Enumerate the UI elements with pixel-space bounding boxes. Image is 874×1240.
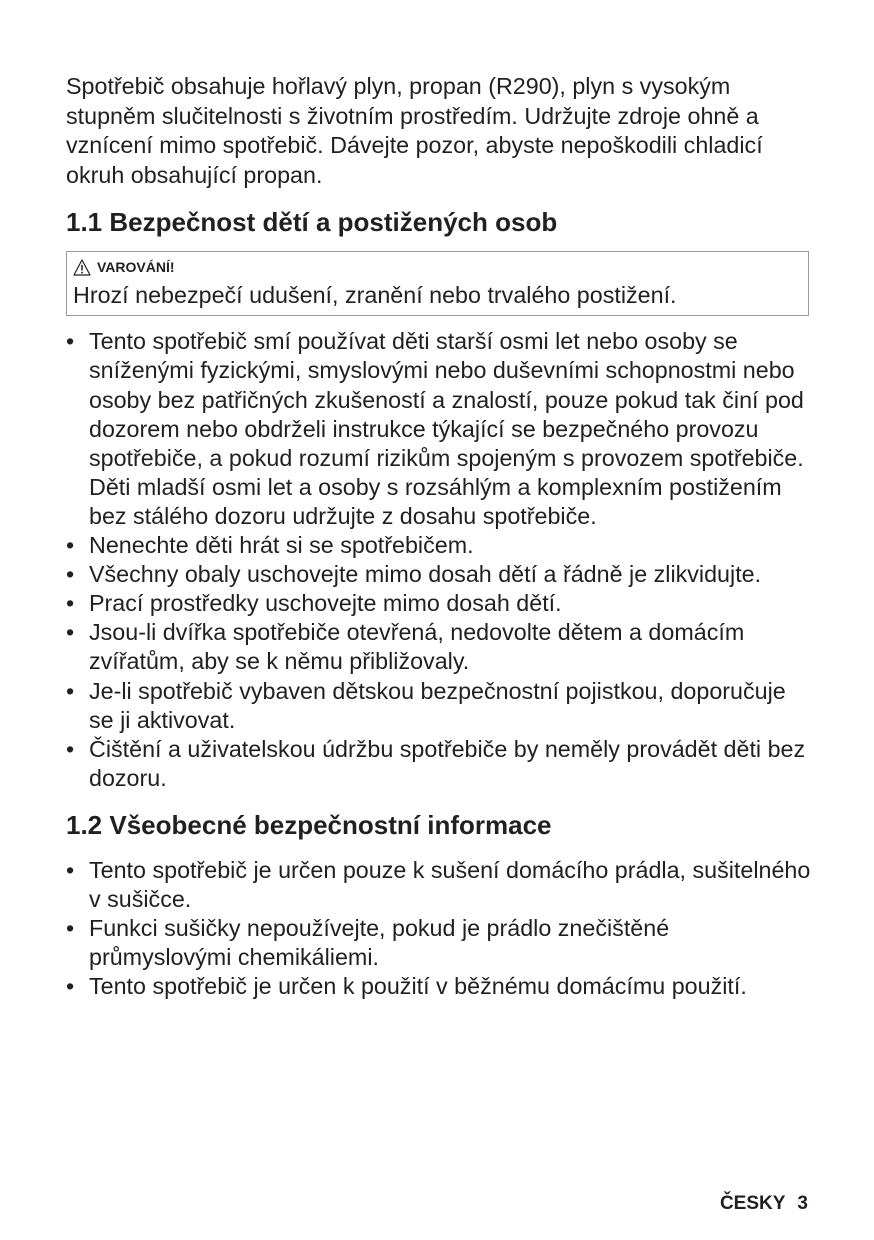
warning-triangle-icon: [73, 259, 91, 276]
page-number: 3: [797, 1193, 808, 1214]
warning-box: [66, 251, 809, 316]
list-item: [66, 914, 816, 972]
bullet: •: [66, 590, 75, 617]
bullet: •: [66, 677, 75, 704]
list-item: [66, 735, 816, 793]
bullet: •: [66, 915, 75, 942]
list-item-text: Všechny obaly uschovejte mimo dosah dětí a řádně je zlikvidujte.: [89, 561, 762, 588]
section-1-list: [66, 327, 816, 793]
list-item: [66, 531, 816, 560]
warning-label: VAROVÁNÍ!: [97, 259, 175, 276]
bullet: •: [66, 619, 75, 646]
bullet: •: [66, 973, 75, 1000]
list-item-text: Tento spotřebič je určen pouze k sušení domácího prádla, sušitelného v sušičce.: [89, 856, 811, 912]
list-item-text: Tento spotřebič je určen k použití v běžnému domácímu použití.: [89, 973, 747, 1000]
bullet: •: [66, 328, 75, 355]
list-item: [66, 560, 816, 589]
list-item: [66, 589, 816, 618]
document-page: [66, 72, 816, 1001]
bullet: •: [66, 735, 75, 762]
bullet: •: [66, 561, 75, 588]
section-2-list: [66, 856, 816, 1001]
list-item-text: Nenechte děti hrát si se spotřebičem.: [89, 532, 474, 559]
section-2-title: 1.2 Všeobecné bezpečnostní informace: [66, 809, 552, 840]
list-item-text: Prací prostředky uschovejte mimo dosah dětí.: [89, 590, 562, 617]
list-item: [66, 327, 816, 531]
footer-language: ČESKY: [719, 1193, 786, 1214]
list-item: [66, 856, 816, 914]
list-item-text: Čištění a uživatelskou údržbu spotřebiče by neměly provádět děti bez dozoru.: [89, 735, 806, 791]
page-footer: [720, 1192, 808, 1216]
warning-text: Hrozí nebezpečí udušení, zranění nebo trvalého postižení.: [73, 282, 677, 309]
intro-paragraph: Spotřebič obsahuje hořlavý plyn, propan (R290), plyn s vysokým stupněm slučitelnosti s životním prostředím. Udržujte zdroje ohně a vznícení mimo spotřebič. Dávejte pozor, abyste nepoškodili chladicí okruh obsahující propan.: [66, 73, 763, 188]
section-1-title: 1.1 Bezpečnost dětí a postižených osob: [66, 207, 558, 238]
list-item: [66, 677, 816, 735]
list-item-text: Tento spotřebič smí používat děti starší osmi let nebo osoby se sníženými fyzickými, smyslovými nebo duševními schopnostmi nebo osoby bez patřičných zkušeností a znalostí, pouze pokud tak činí pod dozorem nebo obdrželi instrukce týkající se bezpečného provozu spotřebiče, a pokud rozumí rizikům spojeným s provozem spotřebiče. Děti mladší osmi let a osoby s rozsáhlým a komplexním postižením bez stálého dozoru udržujte z dosahu spotřebiče.: [89, 328, 804, 529]
list-item: [66, 618, 816, 676]
list-item-text: Je-li spotřebič vybaven dětskou bezpečnostní pojistkou, doporučuje se ji aktivovat.: [89, 677, 786, 733]
list-item: [66, 972, 816, 1001]
warning-header: [73, 257, 800, 277]
bullet: •: [66, 856, 75, 883]
bullet: •: [66, 532, 75, 559]
list-item-text: Jsou-li dvířka spotřebiče otevřená, nedovolte dětem a domácím zvířatům, aby se k němu přibližovaly.: [89, 619, 745, 675]
list-item-text: Funkci sušičky nepoužívejte, pokud je prádlo znečištěné průmyslovými chemikáliemi.: [89, 915, 670, 971]
